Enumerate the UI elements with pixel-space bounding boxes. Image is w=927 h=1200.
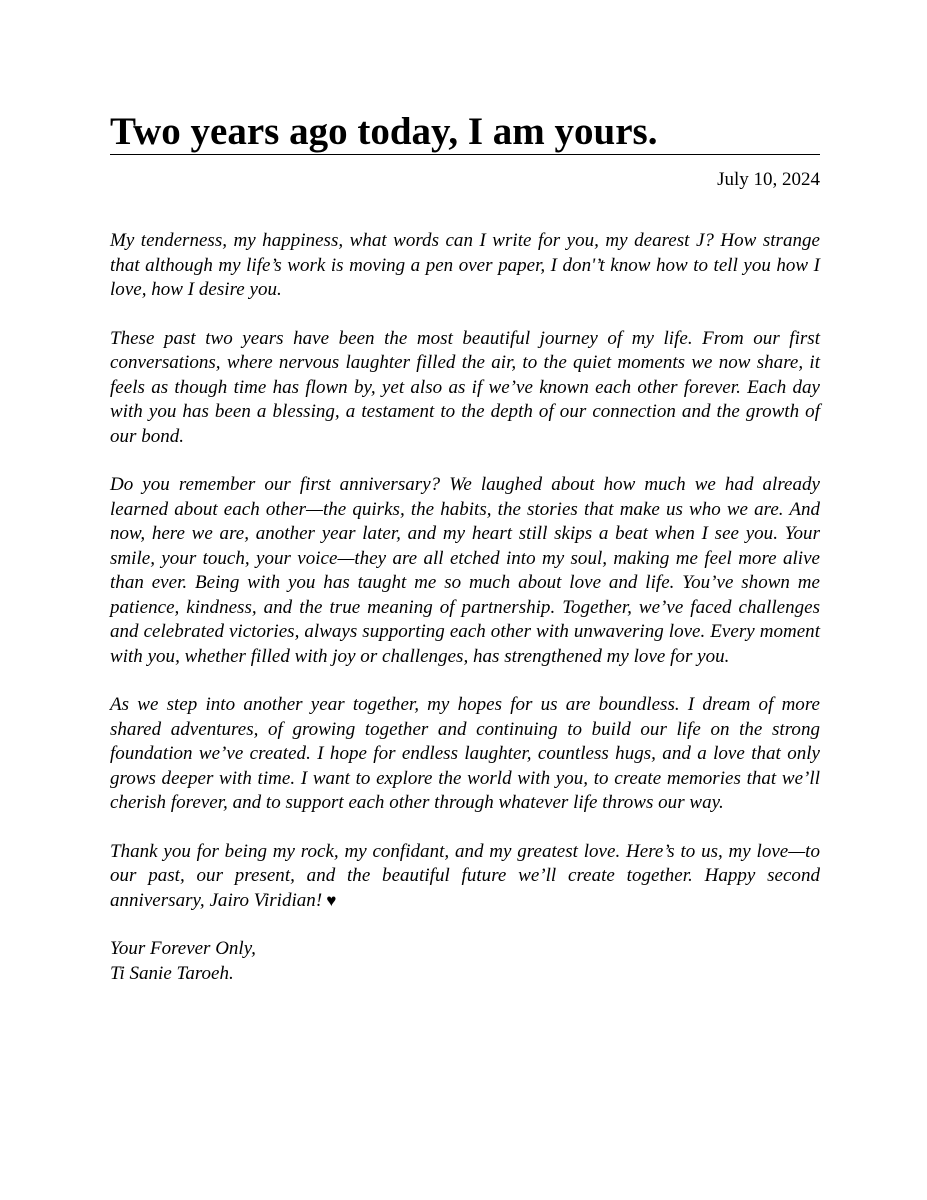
paragraph-3: Do you remember our first anniversary? We laughed about how much we had already learned about each other—the quirks, the habits, the stories that make us who we are. And now, here we are, another year later, and my heart still skips a beat when I see you. Your smile, your touch, your voice—they are all etched into my soul, making me feel more alive than ever. Being with you has taught me so much about love and life. You’ve shown me patience, kindness, and the true meaning of partnership. Together, we’ve faced challenges and celebrated victories, always supporting each other with unwavering love. Every moment with you, whether filled with joy or challenges, has strengthened my love for you. [110, 474, 820, 667]
heart-icon: ♥ [326, 890, 337, 910]
signature-name: Ti Sanie Taroeh. [110, 962, 234, 984]
paragraph-2: These past two years have been the most beautiful journey of my life. From our first conversations, where nervous laughter filled the air, to the quiet moments we now share, it feels as though time has flown by, yet also as if we’ve known each other forever. Each day with you has been a blessing, a testament to the depth of our connection and the growth of our bond. [110, 327, 820, 447]
page-title: Two years ago today, I am yours. [110, 110, 658, 153]
letter-closing [110, 937, 820, 986]
paragraph-4: As we step into another year together, my hopes for us are boundless. I dream of more shared adventures, of growing together and continuing to build our life on the strong foundation we’ve created. I hope for endless laughter, countless hugs, and a love that only grows deeper with time. I want to explore the world with you, to create memories that we’ll cherish forever, and to support each other through whatever life throws our way. [110, 694, 820, 813]
paragraph-5-text: Thank you for being my rock, my confidant, and my greatest love. Here’s to us, my love—to our past, our present, and the beautiful future we’ll create together. Happy second anniversary, Jairo Viridian! [110, 840, 820, 911]
paragraph-5 [110, 840, 820, 914]
closing-line: Your Forever Only, [110, 938, 256, 959]
paragraph-1: My tenderness, my happiness, what words can I write for you, my dearest J? How strange that although my life’s work is moving a pen over paper, I don'’t know how to tell you how I love, how I desire you. [110, 230, 820, 300]
title-underline [110, 154, 820, 155]
letter-date: July 10, 2024 [717, 169, 820, 190]
letter-body [110, 229, 820, 913]
letter-page [110, 110, 820, 986]
